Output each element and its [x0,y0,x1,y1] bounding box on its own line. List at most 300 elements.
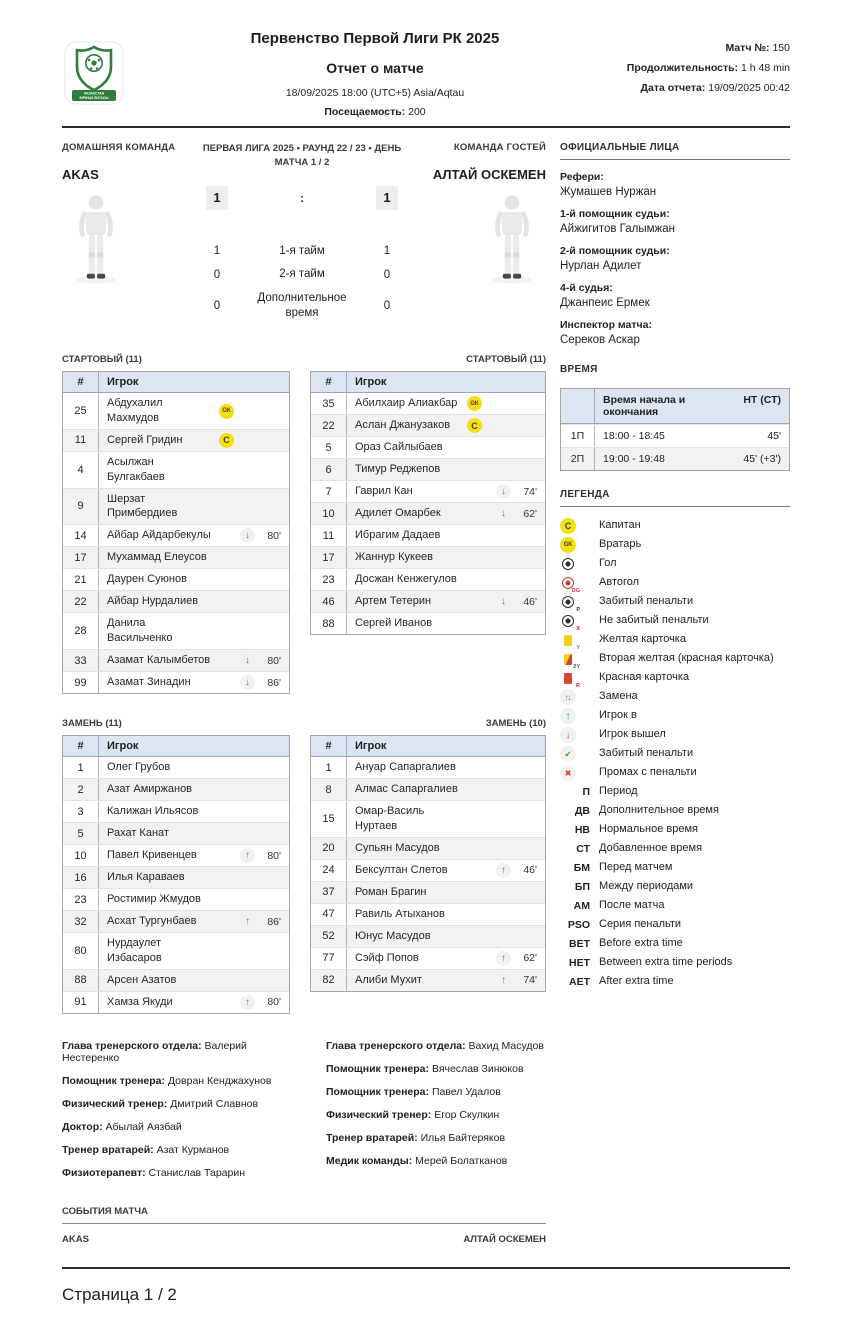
staff-role: Помощник тренера: [326,1085,430,1098]
legend-text: Вторая желтая (красная карточка) [599,652,774,665]
staff-name: Азат Курманов [156,1143,230,1156]
player-cell [347,757,545,778]
player-cell [99,867,289,888]
legend-item [560,689,790,705]
player-row [311,837,545,859]
legend-key [560,805,590,817]
player-cell [347,393,545,414]
player-name: Ануар Сапаргалиев [355,761,456,774]
player-cell [347,904,545,925]
substitution-minute: 80' [267,529,281,542]
player-name: Азамат Зинадин [107,676,191,689]
player-name: Сергей Иванов [355,617,433,630]
legend-abbr: ДВ [574,805,590,817]
period-label: Дополнительное время [257,292,347,320]
staff-name: Мерей Болатканов [415,1154,508,1167]
player-cell [347,970,545,991]
legend-item [560,936,790,952]
player-row [63,822,289,844]
player-number: 6 [311,459,347,480]
staff-line [62,1144,306,1156]
legend-section [560,489,790,990]
col-player: Игрок [107,740,139,752]
substitution-minute: 80' [267,849,281,862]
player-number: 2 [63,779,99,800]
player-number: 15 [311,801,347,837]
substitution-minute: 80' [267,996,281,1009]
period-scores [194,244,410,322]
home-subs-block [62,718,290,1014]
legend-text: Замена [599,690,638,703]
period-home-score: 0 [213,300,221,313]
legend-icon [560,689,576,705]
header-divider [62,126,790,128]
match-summary [62,142,546,330]
legend-key [560,862,590,874]
home-start-block [62,354,290,694]
guest-subs-table [310,735,546,992]
legend-text: После матча [599,899,665,912]
col-player: Игрок [355,376,387,389]
player-row [311,881,545,903]
legend-abbr: HET [569,957,590,969]
player-cell [347,503,545,524]
player-name: Нурдаулет Избасаров [107,937,162,964]
player-row [311,925,545,947]
staff-role: Физический тренер: [326,1108,432,1121]
staff-role: Помощник тренера: [326,1062,430,1075]
legend-icon [560,518,576,534]
player-cell [347,547,545,568]
player-badge-icon [219,433,234,448]
legend-key [560,670,590,686]
guest-team-label: КОМАНДА ГОСТЕЙ [453,142,546,153]
player-number: 5 [311,437,347,458]
period-row [194,291,410,321]
player-number: 22 [311,415,347,436]
player-number: 33 [63,650,99,671]
legend-key [560,613,590,629]
player-number: 17 [63,547,99,568]
legend-title: ЛЕГЕНДА [560,489,790,507]
substitution-icon [240,848,255,863]
team-staff [62,1040,546,1190]
substitution-minute: 86' [267,915,281,928]
official-item [560,208,790,235]
player-number: 46 [311,591,347,612]
legend-icon [560,651,576,667]
staff-line [326,1063,566,1075]
legend-icon [560,727,576,743]
player-cell [347,459,545,480]
staff-role: Помощник тренера: [62,1074,166,1087]
player-cell [99,933,289,969]
player-row [63,778,289,800]
legend-key [560,843,590,855]
player-name: Юнус Масудов [355,929,431,942]
legend-icon [560,556,576,572]
player-cell [347,591,545,612]
player-name: Шерзат Примбердиев [107,492,178,520]
home-start-title: СТАРТОВЫЙ (11) [62,354,142,366]
legend-text: Период [599,785,638,798]
home-player-mannequin [68,192,124,286]
staff-line [62,1075,306,1087]
guest-player-mannequin [484,192,540,286]
legend-key [560,708,590,724]
legend-item [560,765,790,781]
period-guest-score: 1 [383,244,391,257]
player-row [63,844,289,866]
legend-key [560,900,590,912]
player-number: 10 [311,503,347,524]
player-row [311,969,545,991]
guest-subs-rows [311,757,545,991]
player-row [63,546,289,568]
guest-start-title: СТАРТОВЫЙ (11) [466,354,546,366]
legend-key [560,556,590,572]
period-guest-score: 0 [383,300,391,313]
home-subs-rows [63,757,289,1013]
player-cell [347,838,545,859]
player-row [63,671,289,693]
player-cell [347,779,545,800]
legend-icon [560,746,576,762]
player-name: Арсен Азатов [107,973,177,986]
match-events-section [62,1206,546,1245]
legend-text: Нормальное время [599,823,698,836]
legend-key [560,765,590,781]
official-role: 4-й судья: [560,282,613,294]
legend-key [560,651,590,667]
legend-text: Забитый пенальти [599,595,694,608]
player-number: 10 [63,845,99,866]
legend-key [560,727,590,743]
legend-icon [560,537,576,553]
legend-text: Вратарь [599,538,642,551]
report-subtitle: Отчет о матче [326,60,424,76]
meta-value: 1 h 48 min [740,62,790,74]
player-cell [99,970,289,991]
official-item [560,171,790,198]
staff-line [326,1132,566,1144]
substitution-icon [496,594,511,609]
player-number: 91 [63,992,99,1013]
legend-key [560,957,590,969]
time-table-header [561,389,789,424]
legend-key [560,824,590,836]
staff-name: Павел Удалов [431,1085,501,1098]
player-number: 88 [63,970,99,991]
attendance [170,106,580,118]
player-name: Азат Амиржанов [107,783,193,796]
legend-item [560,803,790,819]
player-cell [347,415,545,436]
player-badge-icon [467,418,482,433]
legend-icon [560,708,576,724]
legend-text: Перед матчем [599,861,673,874]
time-title: ВРЕМЯ [560,364,598,375]
report-header [62,16,790,118]
legend-key [560,575,590,591]
official-name: Жумашев Нуржан [560,186,657,198]
substitution-icon [240,675,255,690]
period-home-score: 1 [213,244,221,257]
legend-text: Серия пенальти [599,918,682,931]
legend-list [560,518,790,990]
official-item [560,245,790,272]
player-row [63,590,289,612]
period-row [194,244,410,259]
player-row [311,436,545,458]
staff-name: Илья Байтеряков [420,1131,506,1144]
home-start-table [62,371,290,694]
player-number: 11 [63,430,99,451]
staff-line [62,1040,306,1064]
legend-icon [560,594,576,610]
legend-item [560,537,790,553]
staff-name: Довран Кенджахунов [167,1074,272,1087]
staff-role: Глава тренерского отдела: [62,1039,202,1052]
player-cell [99,823,289,844]
staff-name: Абылай Аязбай [105,1120,182,1133]
period-row [194,267,410,282]
player-row [311,903,545,925]
officials-list [560,171,790,346]
staff-line [326,1155,566,1167]
player-row [311,524,545,546]
staff-role: Тренер вратарей: [62,1143,154,1156]
substitution-minute: 74' [523,974,537,987]
player-cell [99,801,289,822]
player-cell [99,650,289,671]
player-cell [99,911,289,932]
player-name: Омар-Василь Нуртаев [355,805,425,832]
staff-name: Дмитрий Славнов [170,1097,259,1110]
player-number: 3 [63,801,99,822]
legend-text: Игрок вышел [599,728,666,741]
guest-subs-block [310,718,546,1014]
guest-staff-list [326,1040,566,1190]
player-name: Тимур Реджепов [355,463,441,476]
final-score [194,186,410,210]
staff-line [62,1167,306,1179]
substitution-minute: 46' [523,595,537,608]
player-name: Айбар Айдарбекулы [107,529,211,542]
period-guest-score: 0 [383,268,391,281]
staff-name: Валерий Нестеренко [62,1039,247,1064]
legend-key [560,537,590,553]
home-staff-list [62,1040,306,1190]
player-number: 23 [63,889,99,910]
attendance-label: Посещаемость: [324,106,406,118]
player-row [311,458,545,480]
player-name: Алмас Сапаргалиев [355,783,458,796]
legend-item [560,708,790,724]
legend-text: Между периодами [599,880,694,893]
player-number: 1 [311,757,347,778]
home-start-rows [63,393,289,693]
player-name: Сергей Гридин [107,434,183,447]
substitution-icon [496,863,511,878]
guest-start-block [310,354,546,694]
staff-line [62,1098,306,1110]
staff-role: Физиотерапевт: [62,1166,146,1179]
substitution-icon [240,995,255,1010]
legend-abbr: П [582,786,590,798]
legend-key [560,518,590,534]
substitution-minute: 62' [523,507,537,520]
legend-key [560,632,590,648]
player-number: 8 [311,779,347,800]
substitution-minute: 86' [267,676,281,689]
legend-abbr: СТ [576,843,590,855]
player-name: Даурен Суюнов [107,573,187,586]
home-subs-table [62,735,290,1014]
legend-item [560,556,790,572]
home-score: 1 [206,186,228,210]
player-row [311,612,545,634]
player-badge-icon [219,404,234,419]
staff-name: Станислав Тарарин [148,1166,246,1179]
player-name: Илья Караваев [107,871,185,884]
player-row [63,932,289,969]
league-logo [62,16,170,111]
home-team-name: AKAS [62,167,99,182]
staff-name: Егор Скулкин [434,1108,500,1121]
player-name: Асхат Тургунбаев [107,915,197,928]
time-col-period [561,389,595,423]
attendance-value: 200 [408,106,426,118]
official-item [560,282,790,309]
legend-key [560,938,590,950]
player-row [311,480,545,502]
report-title: Первенство Первой Лиги РК 2025 [250,30,500,47]
player-number: 28 [63,613,99,649]
player-cell [347,481,545,502]
player-row [63,910,289,932]
player-name: Олег Грубов [107,761,171,774]
player-row [63,991,289,1013]
time-table [560,388,790,471]
home-team-block [62,142,190,330]
league-meta: ПЕРВАЯ ЛИГА 2025 • РАУНД 22 / 23 • ДЕНЬ МАТЧА 1 / 2 [202,143,402,169]
league-logo-image [62,40,126,106]
score-separator: : [300,190,304,205]
meta-label: Продолжительность: [626,62,739,74]
page-number: Страница 1 / 2 [62,1284,177,1304]
col-number: # [63,736,99,756]
meta-line [580,42,790,54]
starting-lineups [62,354,546,694]
legend-text: Красная карточка [599,671,690,684]
player-name: Аслан Джанузаков [355,419,451,432]
substitution-icon [496,506,511,521]
legend-key [560,689,590,705]
player-name: Сэйф Попов [355,951,419,964]
player-row [63,800,289,822]
time-period: 2П [561,448,595,470]
player-cell [99,393,289,429]
legend-item [560,632,790,648]
player-cell [347,569,545,590]
legend-key [560,976,590,988]
legend-key [560,881,590,893]
player-name: Абдухалил Махмудов [107,397,163,425]
player-row [311,414,545,436]
legend-abbr: АМ [573,900,590,912]
player-number: 99 [63,672,99,693]
home-subs-title: ЗАМЕНЬ (11) [62,718,122,729]
legend-text: Не забитый пенальти [599,614,709,627]
time-ht-value: 45' (+3') [743,453,781,465]
player-name: Бексултан Слетов [355,863,448,876]
player-cell [347,860,545,881]
player-cell [99,757,289,778]
player-row [63,393,289,429]
player-name: Павел Кривенцев [107,849,197,862]
player-cell [347,926,545,947]
player-name: Хамза Якуди [107,995,173,1008]
player-cell [99,889,289,910]
player-name: Калижан Ильясов [107,805,199,818]
player-name: Ораз Сайлыбаев [355,441,443,454]
player-number: 21 [63,569,99,590]
staff-name: Вахид Масудов [468,1039,544,1052]
player-cell [99,613,289,649]
match-datetime: 18/09/2025 18:00 (UTC+5) Asia/Aqtau [285,87,465,99]
time-rows [561,424,789,470]
legend-item [560,841,790,857]
staff-name: Вячеслав Зинюков [431,1062,524,1075]
player-name: Рахат Канат [107,827,169,840]
time-ht-value: 45' [767,430,781,442]
legend-icon [560,575,576,591]
player-name: Алиби Мухит [355,973,422,986]
guest-team-block [414,142,546,330]
legend-item [560,879,790,895]
player-cell [99,489,289,525]
side-column [560,142,790,1245]
player-cell [99,547,289,568]
staff-line [326,1040,566,1052]
player-row [311,502,545,524]
staff-role: Доктор: [62,1120,103,1133]
official-name: Айжигитов Галымжан [560,223,675,235]
player-cell [347,948,545,969]
player-number: 16 [63,867,99,888]
legend-abbr: БП [574,881,590,893]
table-header [311,372,545,393]
period-home-score: 0 [213,268,221,281]
legend-key [560,594,590,610]
player-number: 17 [311,547,347,568]
player-row [63,451,289,488]
legend-item [560,746,790,762]
time-row [561,447,789,470]
player-name: Мухаммад Елеусов [107,551,207,564]
guest-score: 1 [376,186,398,210]
legend-item [560,822,790,838]
player-number: 80 [63,933,99,969]
player-row [63,757,289,778]
legend-key [560,786,590,798]
official-role: 1-й помощник судьи: [560,208,670,220]
time-range: 19:00 - 19:48 [603,453,665,465]
col-player: Игрок [355,740,387,752]
legend-text: Капитан [599,519,641,532]
player-number: 77 [311,948,347,969]
